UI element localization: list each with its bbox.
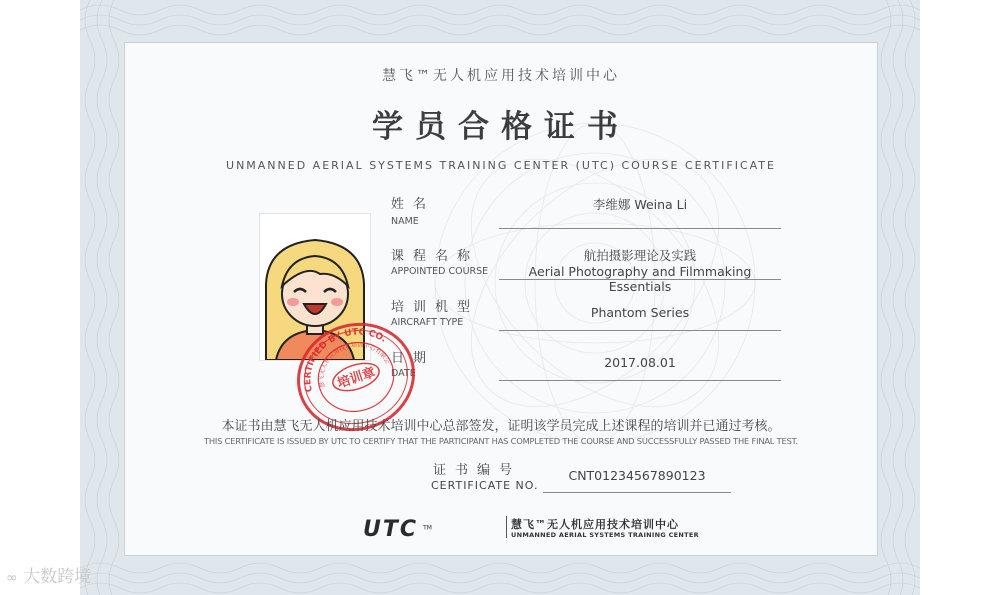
course-underline — [499, 279, 781, 280]
footer-separator — [506, 516, 507, 538]
date-label-en: DATE — [391, 368, 416, 379]
statement-cn: 本证书由慧飞无人机应用技术培训中心总部签发，证明该学员完成上述课程的培训并已通过考核。 — [221, 419, 781, 434]
cert-no-underline — [543, 492, 731, 493]
aircraft-label-cn: 培训机型 — [391, 300, 480, 315]
name-value: 李维娜 Weina Li — [592, 197, 688, 212]
name-underline — [499, 228, 781, 229]
certificate-frame — [80, 0, 920, 595]
aircraft-underline — [499, 330, 781, 331]
watermark-logo-icon: ∞ — [6, 570, 18, 586]
stamp-ring-text: CERTIFIED BY UTC CO. — [303, 327, 388, 393]
header-org: 慧飞™无人机应用技术培训中心 — [382, 68, 620, 84]
course-label-en: APPOINTED COURSE — [391, 266, 489, 277]
name-label-en: NAME — [391, 216, 419, 227]
statement-en: THIS CERTIFICATE IS ISSUED BY UTC TO CERTIFY THAT THE PARTICIPANT HAS COMPLETED THE COURSE AND SUCCESSFULLY PASSED THE FINAL TEST. — [204, 436, 798, 446]
watermark-text: 大数跨境 — [23, 567, 92, 587]
footer-org-cn: 慧飞™无人机应用技术培训中心 — [511, 518, 679, 531]
cert-no-value: CNT01234567890123 — [568, 468, 706, 483]
certificate-title: 学员合格证书 — [372, 109, 630, 145]
course-value-cn: 航拍摄影理论及实践 — [583, 248, 697, 263]
course-label-cn: 课程名称 — [391, 249, 480, 264]
certificate-subtitle: UNMANNED AERIAL SYSTEMS TRAINING CENTER (UTC) COURSE CERTIFICATE — [226, 159, 776, 172]
utc-logo-tm: TM — [423, 524, 432, 532]
footer-org-en: UNMANNED AERIAL SYSTEMS TRAINING CENTER — [511, 531, 699, 539]
utc-logo-text: UTC — [363, 517, 419, 542]
name-label-cn: 姓名 — [391, 197, 436, 212]
course-value-en: Aerial Photography and Filmmaking Essentials — [528, 264, 752, 294]
stamp-inner-text: 慧飞无人机应用技术培训中心有限公司 — [318, 341, 391, 389]
watermark — [6, 562, 91, 587]
cert-no-label-en: CERTIFICATE NO. — [431, 479, 539, 492]
date-label-cn: 日期 — [391, 351, 436, 366]
certificate-body — [124, 42, 878, 556]
date-underline — [499, 380, 781, 381]
utc-logo — [363, 517, 432, 542]
aircraft-value: Phantom Series — [590, 305, 690, 320]
aircraft-label-en: AIRCRAFT TYPE — [391, 317, 464, 328]
cert-no-label-cn: 证书编号 — [433, 463, 522, 478]
date-value: 2017.08.01 — [604, 355, 676, 370]
stamp-center-text: 培训章 — [335, 365, 378, 392]
